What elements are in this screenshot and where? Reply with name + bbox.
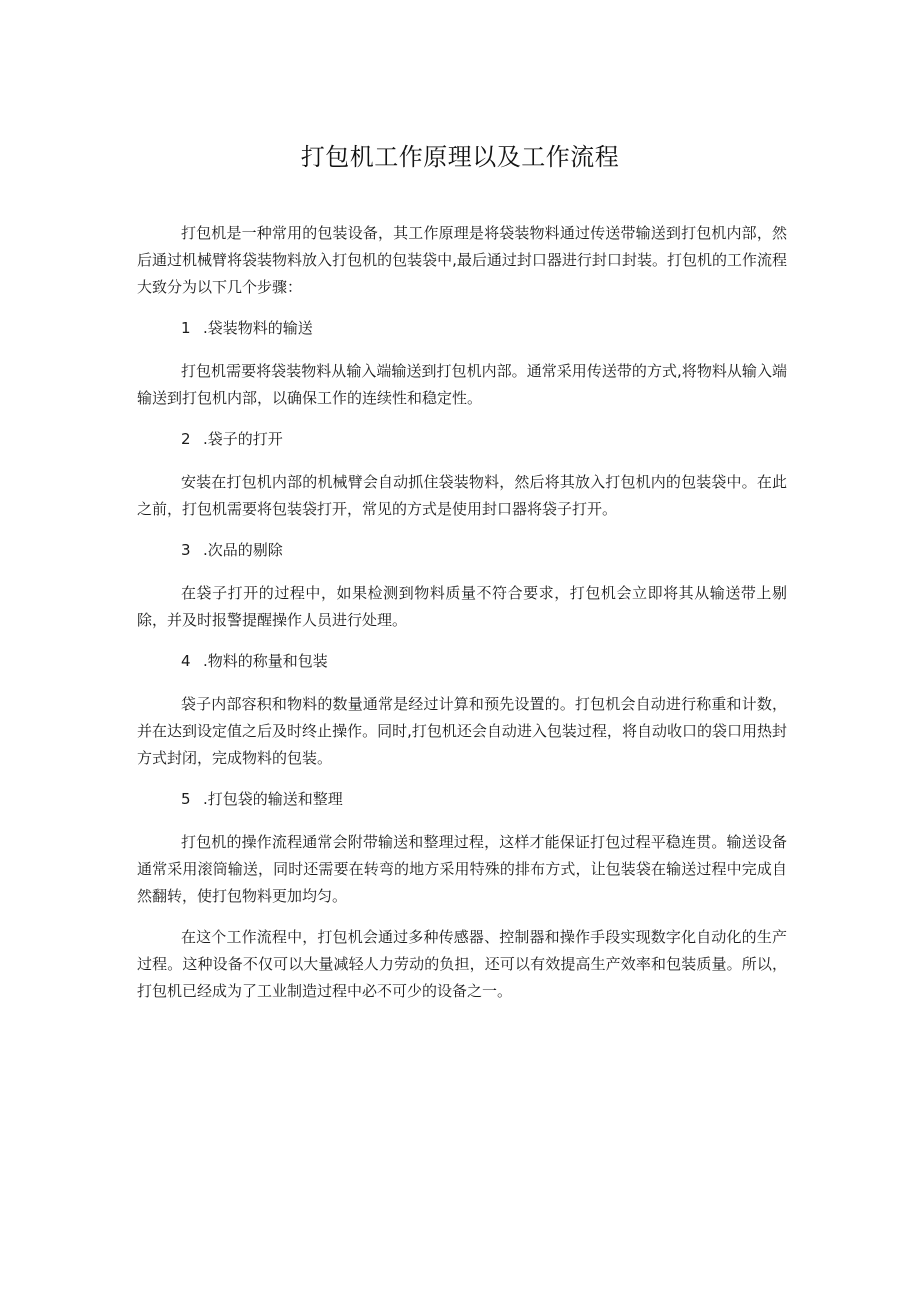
conclusion-paragraph: 在这个工作流程中，打包机会通过多种传感器、控制器和操作手段实现数字化自动化的生产过程。这种设备不仅可以大量减轻人力劳动的负担，还可以有效提高生产效率和包装质量。所以，打包机已经成为了工业制造过程中必不可少的设备之一。 (137, 928, 787, 1000)
section-heading-1 (137, 315, 787, 342)
section-body-1: 打包机需要将袋装物料从输入端输送到打包机内部。通常采用传送带的方式,将物料从输入端输送到打包机内部，以确保工作的连续性和稳定性。 (137, 362, 787, 407)
section-heading-text: .打包袋的输送和整理 (203, 790, 343, 808)
section-heading-2 (137, 426, 787, 453)
section-body-4: 袋子内部容积和物料的数量通常是经过计算和预先设置的。打包机会自动进行称重和计数，并在达到设定值之后及时终止操作。同时,打包机还会自动进入包装过程，将自动收口的袋口用热封方式封闭，完成物料的包装。 (137, 695, 787, 767)
intro-paragraph: 打包机是一种常用的包装设备，其工作原理是将袋装物料通过传送带输送到打包机内部，然后通过机械臂将袋装物料放入打包机的包装袋中,最后通过封口器进行封口封装。打包机的工作流程大致分为以下几个步骤： (137, 224, 787, 296)
section-body-3: 在袋子打开的过程中，如果检测到物料质量不符合要求，打包机会立即将其从输送带上剔除，并及时报警提醒操作人员进行处理。 (137, 584, 787, 629)
section-heading-4 (137, 648, 787, 675)
document-title: 打包机工作原理以及工作流程 (300, 143, 620, 171)
section-number: 3 (181, 541, 191, 559)
section-heading-5 (137, 786, 787, 813)
section-body-5: 打包机的操作流程通常会附带输送和整理过程，这样才能保证打包过程平稳连贯。输送设备通常采用滚筒输送，同时还需要在转弯的地方采用特殊的排布方式，让包装袋在输送过程中完成自然翻转，使打包物料更加均匀。 (137, 833, 787, 905)
document-body (137, 220, 787, 1019)
section-number: 2 (181, 430, 191, 448)
section-heading-text: .袋子的打开 (203, 430, 283, 448)
section-number: 4 (181, 652, 191, 670)
section-body-2: 安装在打包机内部的机械臂会自动抓住袋装物料，然后将其放入打包机内的包装袋中。在此之前，打包机需要将包装袋打开，常见的方式是使用封口器将袋子打开。 (137, 473, 787, 518)
section-heading-text: .次品的剔除 (203, 541, 283, 559)
section-heading-text: .物料的称量和包装 (203, 652, 328, 670)
section-number: 5 (181, 790, 191, 808)
section-heading-text: .袋装物料的输送 (203, 319, 313, 337)
section-heading-3 (137, 537, 787, 564)
section-number: 1 (181, 319, 191, 337)
